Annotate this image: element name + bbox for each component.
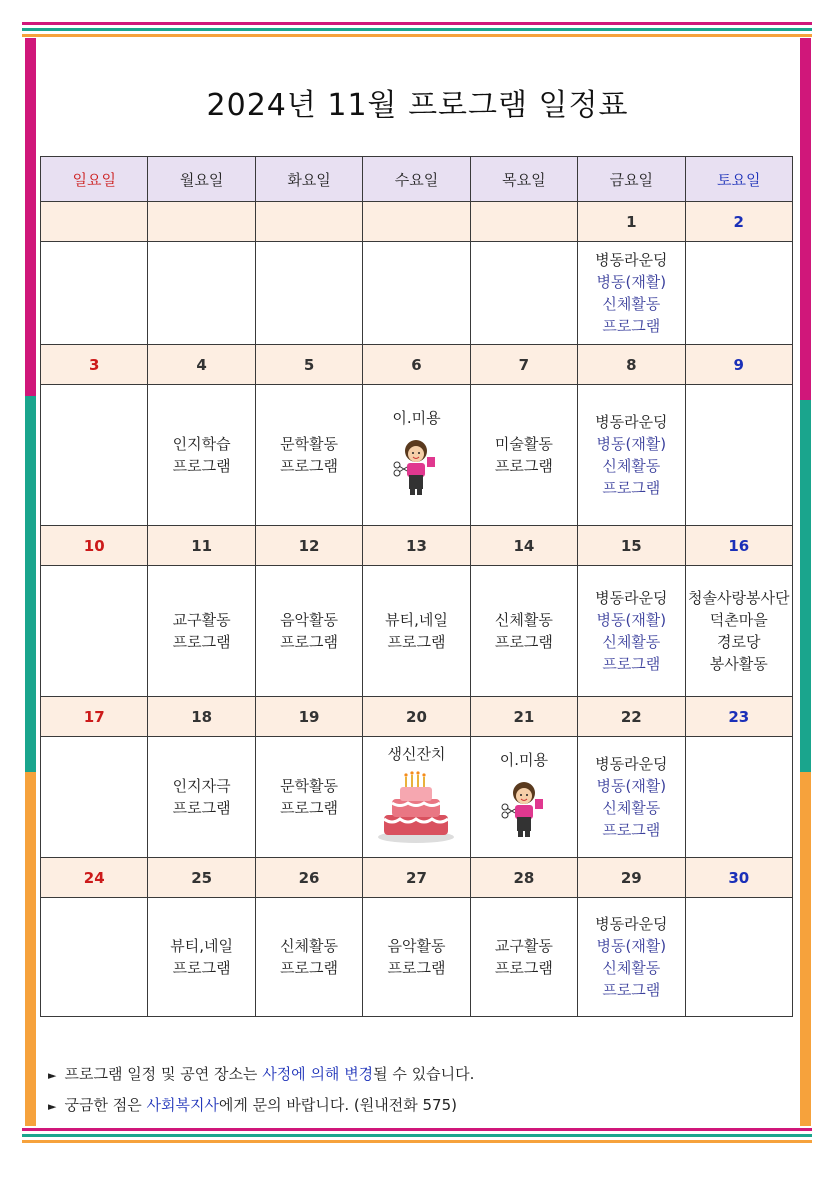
program-line: 신체활동 [602,457,661,475]
program-cell [255,385,362,526]
date-cell: 10 [41,526,148,566]
program-cell [470,385,577,526]
left-bar-orange [25,772,36,1126]
program-cell [255,566,362,697]
program-line: 교구활동 [494,937,553,955]
program-line: 신체활동 [494,611,553,629]
program-line: 이.미용 [392,409,441,427]
calendar-table [40,156,793,1017]
date-cell: 1 [578,202,685,242]
date-cell: 7 [470,345,577,385]
date-cell: 30 [685,858,792,898]
date-cell: 4 [148,345,255,385]
date-cell: 27 [363,858,470,898]
weekday-wednesday: 수요일 [363,157,470,202]
program-line: 신체활동 [602,799,661,817]
program-cell [578,898,685,1017]
program-cell [41,898,148,1017]
program-cell [255,737,362,858]
program-line: 프로그램 [602,655,661,673]
date-row [41,526,793,566]
program-cell [363,566,470,697]
cake-icon [376,771,456,851]
program-line: 프로그램 [602,317,661,335]
date-cell: 3 [41,345,148,385]
program-line: 프로그램 [602,821,661,839]
date-row [41,697,793,737]
date-cell: 8 [578,345,685,385]
program-cell [148,898,255,1017]
program-line: 프로그램 [494,457,553,475]
triangle-bullet-icon: ► [48,1069,57,1082]
date-cell: 26 [255,858,362,898]
date-cell: 17 [41,697,148,737]
note-1 [48,1063,474,1084]
triangle-bullet-icon: ► [48,1100,57,1113]
program-cell [470,242,577,345]
date-cell: 11 [148,526,255,566]
notes [48,1063,474,1125]
date-cell [148,202,255,242]
weekday-thursday: 목요일 [470,157,577,202]
date-cell: 18 [148,697,255,737]
note-2 [48,1094,474,1115]
date-cell: 28 [470,858,577,898]
program-line: 프로그램 [602,981,661,999]
program-row [41,242,793,345]
date-cell: 16 [685,526,792,566]
date-cell [470,202,577,242]
program-cell [685,242,792,345]
program-cell [148,385,255,526]
program-cell [578,385,685,526]
program-line: 덕촌마을 [709,611,768,629]
program-line: 이.미용 [499,751,549,769]
program-line: 병동(재활) [596,937,667,955]
right-bar-magenta [800,38,811,400]
program-line: 경로당 [717,633,761,651]
left-bar-teal [25,396,36,772]
date-cell: 14 [470,526,577,566]
date-cell: 9 [685,345,792,385]
note-2-text-a: 궁금한 점은 [64,1096,147,1114]
program-line: 프로그램 [280,799,339,817]
program-cell [685,898,792,1017]
program-line: 문학활동 [280,435,339,453]
weekday-monday: 월요일 [148,157,255,202]
program-line: 프로그램 [280,633,339,651]
date-cell [363,202,470,242]
date-cell: 24 [41,858,148,898]
date-cell [41,202,148,242]
program-line: 프로그램 [494,633,553,651]
program-cell [41,385,148,526]
date-cell: 2 [685,202,792,242]
date-cell: 13 [363,526,470,566]
program-line: 프로그램 [172,959,231,977]
program-line: 봉사활동 [709,655,768,673]
note-2-highlight: 사회복지사 [146,1096,219,1114]
right-bar-teal [800,400,811,772]
program-line: 병동라운딩 [595,413,668,431]
program-line: 병동라운딩 [595,915,668,933]
program-cell [578,737,685,858]
date-cell: 25 [148,858,255,898]
weekday-header-row [41,157,793,202]
program-row [41,385,793,526]
program-line: 음악활동 [280,611,339,629]
top-border [22,22,812,37]
program-line: 뷰티,네일 [385,611,448,629]
date-cell: 20 [363,697,470,737]
note-1-highlight: 사정에 의해 변경 [262,1065,374,1083]
program-cell [41,566,148,697]
program-line: 교구활동 [172,611,231,629]
program-line: 인지학습 [172,435,231,453]
date-cell: 6 [363,345,470,385]
program-line: 병동(재활) [596,435,667,453]
program-line: 병동라운딩 [595,251,668,269]
program-line: 인지자극 [172,777,231,795]
program-cell [363,385,470,526]
program-cell [578,242,685,345]
date-cell [255,202,362,242]
program-line: 병동(재활) [596,611,667,629]
program-line: 프로그램 [172,457,231,475]
program-line: 미술활동 [494,435,553,453]
weekday-sunday: 일요일 [41,157,148,202]
date-cell: 22 [578,697,685,737]
date-row [41,858,793,898]
program-line: 병동(재활) [596,777,667,795]
program-line: 프로그램 [172,799,231,817]
program-line: 프로그램 [280,457,339,475]
weekday-friday: 금요일 [578,157,685,202]
program-cell [148,242,255,345]
date-cell: 15 [578,526,685,566]
program-line: 병동(재활) [596,273,667,291]
note-1-text-a: 프로그램 일정 및 공연 장소는 [64,1065,263,1083]
note-1-text-b: 될 수 있습니다. [373,1065,475,1083]
program-cell [470,566,577,697]
program-cell [148,566,255,697]
date-cell: 19 [255,697,362,737]
program-cell [578,566,685,697]
program-line: 병동라운딩 [595,589,668,607]
date-row [41,202,793,242]
date-row [41,345,793,385]
date-cell: 29 [578,858,685,898]
program-cell [255,898,362,1017]
program-cell [363,737,470,858]
program-line: 뷰티,네일 [170,937,233,955]
program-cell [685,385,792,526]
left-bar-magenta [25,38,36,396]
program-cell [363,242,470,345]
program-cell [363,898,470,1017]
date-cell: 21 [470,697,577,737]
program-cell [148,737,255,858]
program-line: 청솔사랑봉사단 [688,589,790,607]
program-cell [470,898,577,1017]
program-line: 프로그램 [387,959,446,977]
date-cell: 5 [255,345,362,385]
program-line: 프로그램 [602,479,661,497]
program-line: 문학활동 [280,777,339,795]
page-title: 2024년 11월 프로그램 일정표 [206,88,629,123]
date-cell: 12 [255,526,362,566]
program-line: 음악활동 [387,937,446,955]
program-line: 신체활동 [602,633,661,651]
date-cell: 23 [685,697,792,737]
hairdresser-icon [387,435,445,503]
program-line: 신체활동 [602,959,661,977]
right-bar-orange [800,772,811,1126]
weekday-saturday: 토요일 [685,157,792,202]
program-cell [685,566,792,697]
program-line: 프로그램 [172,633,231,651]
program-row [41,898,793,1017]
program-cell [470,737,577,858]
program-cell [255,242,362,345]
weekday-tuesday: 화요일 [255,157,362,202]
program-line: 신체활동 [280,937,339,955]
program-cell [685,737,792,858]
note-2-text-b: 에게 문의 바랍니다. (원내전화 575) [218,1096,457,1114]
program-cell [41,737,148,858]
program-line: 생신잔치 [387,745,446,763]
program-line: 프로그램 [387,633,446,651]
hairdresser-icon [495,777,553,845]
program-row [41,566,793,697]
program-line: 신체활동 [602,295,661,313]
program-line: 프로그램 [494,959,553,977]
bottom-border [22,1128,812,1143]
program-line: 프로그램 [280,959,339,977]
program-row [41,737,793,858]
program-line: 병동라운딩 [595,755,668,773]
program-cell [41,242,148,345]
